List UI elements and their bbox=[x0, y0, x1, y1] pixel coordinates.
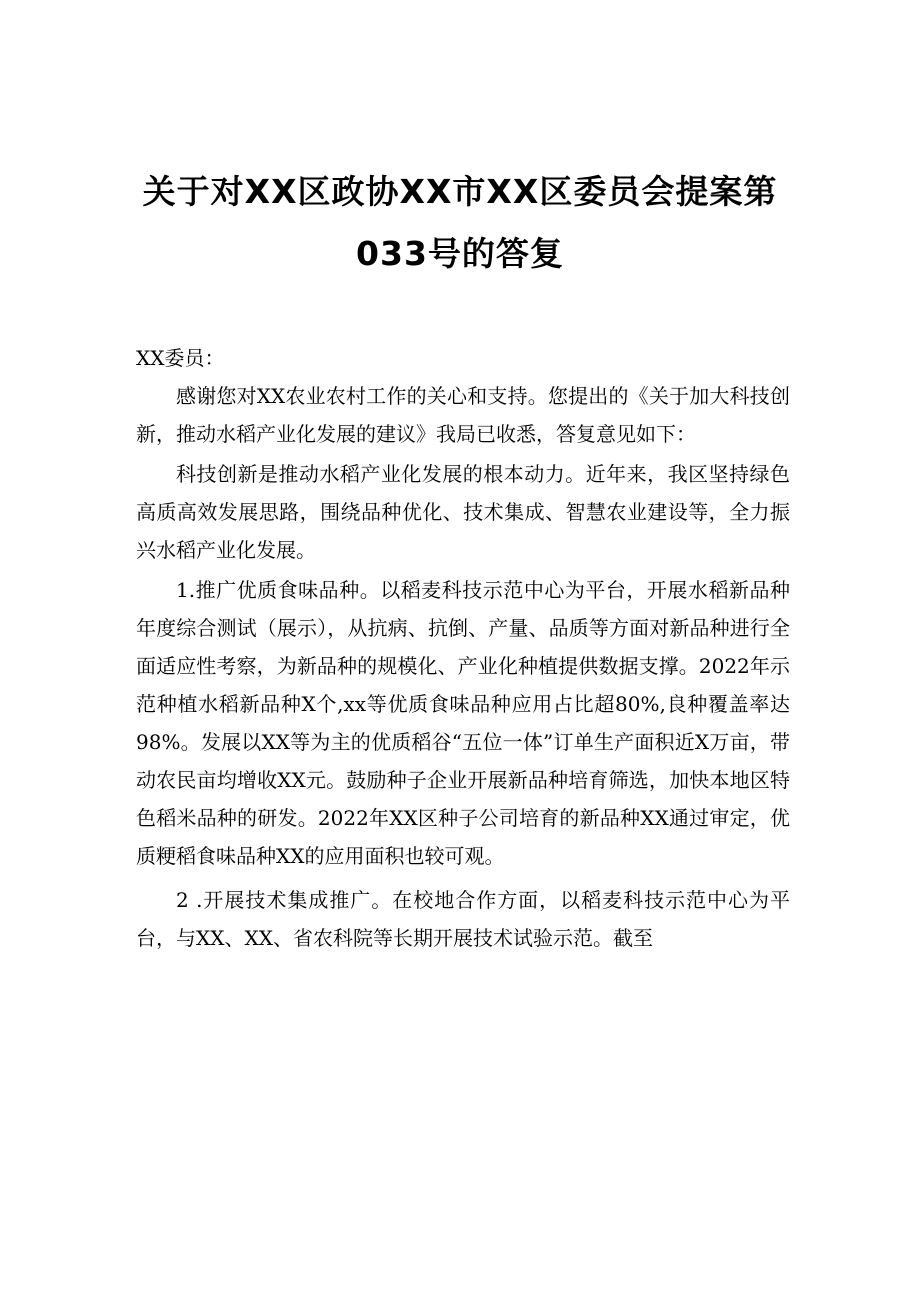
document-body bbox=[136, 339, 790, 959]
paragraph-item-1: 1.推广优质食味品种。以稻麦科技示范中心为平台，开展水稻新品种年度综合测试（展示），从抗病、抗倒、产量、品质等方面对新品种进行全面适应性考察，为新品种的规模化、产业化种植提供数据支撑。2022年示范种植水稻新品种X个,xx等优质食味品种应用占比超80%,良种覆盖率达98%。发展以XX等为主的优质稻谷“五位一体”订单生产面积近X万亩，带动农民亩均增收XX元。鼓励种子企业开展新品种培育筛选，加快本地区特色稻米品种的研发。2022年XX区种子公司培育的新品种XX通过审定，优质粳稻食味品种XX的应用面积也较可观。 bbox=[136, 578, 790, 868]
paragraph-intro: 感谢您对XX农业农村工作的关心和支持。您提出的《关于加大科技创新，推动水稻产业化发展的建议》我局已收悉，答复意见如下： bbox=[136, 384, 790, 446]
paragraph-overview: 科技创新是推动水稻产业化发展的根本动力。近年来，我区坚持绿色高质高效发展思路，围绕品种优化、技术集成、智慧农业建设等，全力振兴水稻产业化发展。 bbox=[136, 462, 790, 562]
document-title-line-2: 033号的答复 bbox=[356, 234, 564, 273]
salutation: XX委员： bbox=[136, 346, 225, 370]
document-title-line-1: 关于对XX区政协XX市XX区委员会提案第 bbox=[142, 172, 778, 211]
paragraph-item-2: 2 .开展技术集成推广。在校地合作方面，以稻麦科技示范中心为平台，与XX、XX、省农科院等长期开展技术试验示范。截至 bbox=[136, 888, 790, 950]
